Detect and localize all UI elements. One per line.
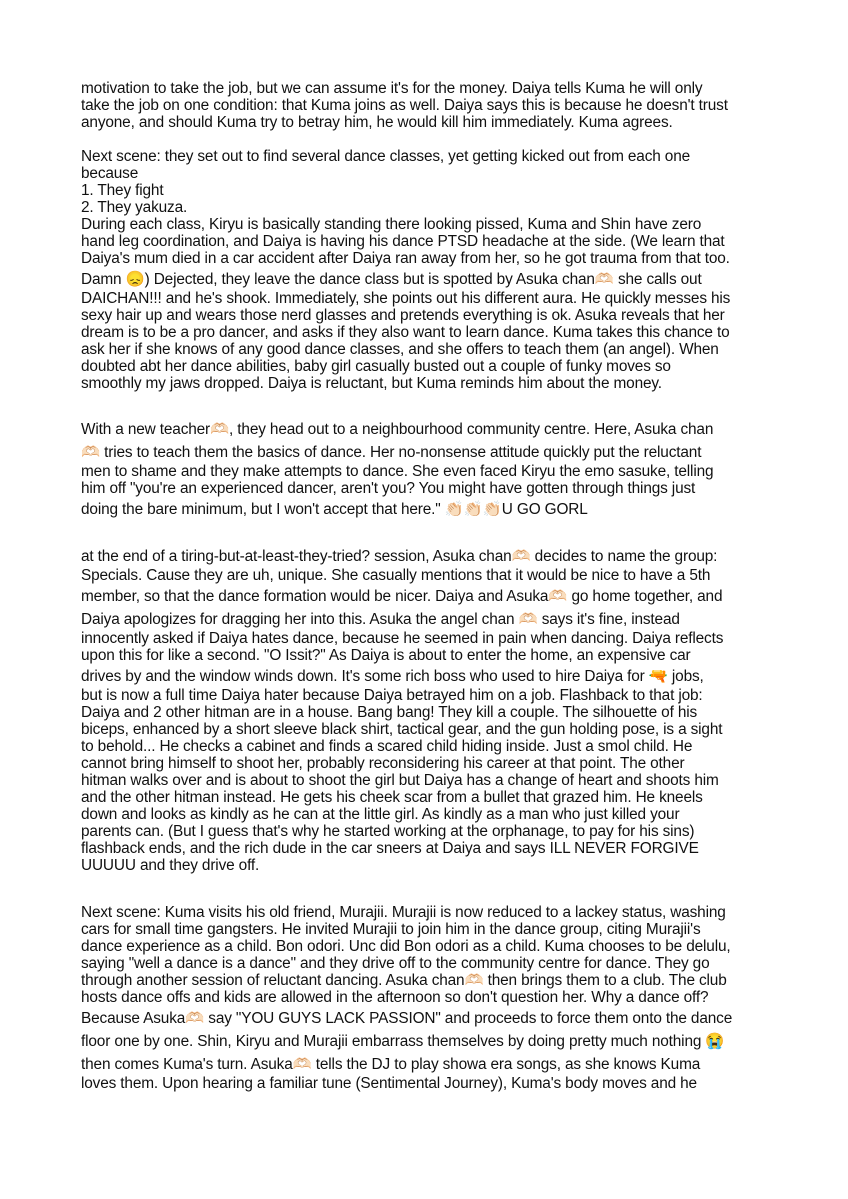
- text-line: Daiya's mum died in a car accident after Daiya ran away from her, so he got trauma from that too.: [81, 250, 730, 267]
- text-line: and the other hitman instead. He gets his cheek scar from a bullet that grazed him. He kneels: [81, 789, 703, 806]
- text-line: hand leg coordination, and Daiya is having his dance PTSD headache at the side. (We learn that: [81, 233, 725, 250]
- text-line: to behold... He checks a cabinet and finds a scared child hiding inside. Just a smol child. He: [81, 738, 693, 755]
- text-line: 🫶🏻 tries to teach them the basics of dance. Her no-nonsense attitude quickly put the reluctant: [81, 444, 702, 461]
- text-line: cars for small time gangsters. He invited Murajii to join him in the dance group, citing Murajii's: [81, 921, 701, 938]
- text-line: floor one by one. Shin, Kiryu and Murajii embarrass themselves by doing pretty much nothing 😭: [81, 1033, 725, 1050]
- text-line: then comes Kuma's turn. Asuka🫶🏻 tells the DJ to play showa era songs, as she knows Kuma: [81, 1056, 701, 1073]
- text-line: smoothly my jaws dropped. Daiya is reluctant, but Kuma reminds him about the money.: [81, 375, 662, 392]
- text-line: member, so that the dance formation would be nicer. Daiya and Asuka🫶🏻 go home together, and: [81, 588, 723, 605]
- text-line: biceps, enhanced by a short sleeve black shirt, tactical gear, and the gun holding pose, is a sight: [81, 721, 723, 738]
- text-line: saying "well a dance is a dance" and they drive off to the community centre for dance. They go: [81, 955, 710, 972]
- text-line: take the job on one condition: that Kuma joins as well. Daiya says this is because he doesn't trust: [81, 97, 728, 114]
- text-line: dream is to be a pro dancer, and asks if they also want to learn dance. Kuma takes this chance to: [81, 324, 730, 341]
- text-line: hosts dance offs and kids are allowed in the afternoon so don't question her. Why a dance off?: [81, 989, 709, 1006]
- text-line: men to shame and they make attempts to dance. She even faced Kiryu the emo sasuke, telling: [81, 463, 714, 480]
- text-line: Daiya and 2 other hitman are in a house. Bang bang! They kill a couple. The silhouette of his: [81, 704, 698, 721]
- text-line: motivation to take the job, but we can assume it's for the money. Daiya tells Kuma he will only: [81, 80, 703, 97]
- paragraph-specials-flashback: [81, 544, 771, 874]
- text-line: Next scene: Kuma visits his old friend, Murajii. Murajii is now reduced to a lackey status, washing: [81, 904, 726, 921]
- text-line: ask her if she knows of any good dance classes, and she offers to teach them (an angel). When: [81, 341, 719, 358]
- paragraph-dance-classes: [81, 148, 771, 392]
- text-line: doing the bare minimum, but I won't accept that here." 👏🏻👏🏻👏🏻U GO GORL: [81, 501, 588, 518]
- text-line: During each class, Kiryu is basically standing there looking pissed, Kuma and Shin have zero: [81, 216, 702, 233]
- text-line: dance experience as a child. Bon odori. Unc did Bon odori as a child. Kuma chooses to be delulu,: [81, 938, 731, 955]
- text-line: Damn 😞) Dejected, they leave the dance class but is spotted by Asuka chan🫶🏻 she calls out: [81, 271, 702, 288]
- text-line: Because Asuka🫶🏻 say "YOU GUYS LACK PASSION" and proceeds to force them onto the dance: [81, 1010, 733, 1027]
- text-line: drives by and the window winds down. It's some rich boss who used to hire Daiya for 🔫 jobs,: [81, 668, 704, 685]
- text-line: him off "you're an experienced dancer, aren't you? You might have gotten through things just: [81, 480, 696, 497]
- text-line: anyone, and should Kuma try to betray him, he would kill him immediately. Kuma agrees.: [81, 114, 673, 131]
- text-line: sexy hair up and wears those nerd glasses and pretends everything is ok. Asuka reveals that her: [81, 307, 725, 324]
- text-line: Next scene: they set out to find several dance classes, yet getting kicked out from each one: [81, 148, 691, 165]
- paragraph-new-teacher: [81, 417, 771, 520]
- text-line: at the end of a tiring-but-at-least-they-tried? session, Asuka chan🫶🏻 decides to name the group:: [81, 548, 718, 565]
- paragraph-murajii-club: [81, 904, 771, 1092]
- text-line: Specials. Cause they are uh, unique. She casually mentions that it would be nice to have a 5th: [81, 567, 711, 584]
- text-line: Daiya apologizes for dragging her into this. Asuka the angel chan 🫶🏻 says it's fine, instead: [81, 611, 680, 628]
- list-item: 1. They fight: [81, 182, 164, 199]
- list-item: 2. They yakuza.: [81, 199, 188, 216]
- text-line: but is now a full time Daiya hater because Daiya betrayed him on a job. Flashback to that job:: [81, 687, 703, 704]
- text-line: down and looks as kindly as he can at the little girl. As kindly as a man who just killed your: [81, 806, 680, 823]
- text-line: With a new teacher🫶🏻, they head out to a neighbourhood community centre. Here, Asuka chan: [81, 421, 714, 438]
- text-line: loves them. Upon hearing a familiar tune (Sentimental Journey), Kuma's body moves and he: [81, 1075, 697, 1092]
- text-line: UUUUU and they drive off.: [81, 857, 260, 874]
- text-line: cannot bring himself to shoot her, probably reconsidering his career at that point. The other: [81, 755, 685, 772]
- text-line: parents can. (But I guess that's why he started working at the orphanage, to pay for his sins): [81, 823, 695, 840]
- paragraph-job-condition: [81, 80, 771, 131]
- text-line: upon this for like a second. "O Issit?" As Daiya is about to enter the home, an expensive car: [81, 647, 691, 664]
- text-line: DAICHAN!!! and he's shook. Immediately, she points out his different aura. He quickly messes his: [81, 290, 731, 307]
- text-line: doubted abt her dance abilities, baby girl casually busted out a couple of funky moves so: [81, 358, 671, 375]
- text-line: flashback ends, and the rich dude in the car sneers at Daiya and says ILL NEVER FORGIVE: [81, 840, 699, 857]
- text-line: hitman walks over and is about to shoot the girl but Daiya has a change of heart and shoots him: [81, 772, 719, 789]
- text-line: innocently asked if Daiya hates dance, because he seemed in pain when dancing. Daiya reflects: [81, 630, 724, 647]
- text-line: through another session of reluctant dancing. Asuka chan🫶🏻 then brings them to a club. The club: [81, 972, 727, 989]
- text-line: because: [81, 165, 139, 182]
